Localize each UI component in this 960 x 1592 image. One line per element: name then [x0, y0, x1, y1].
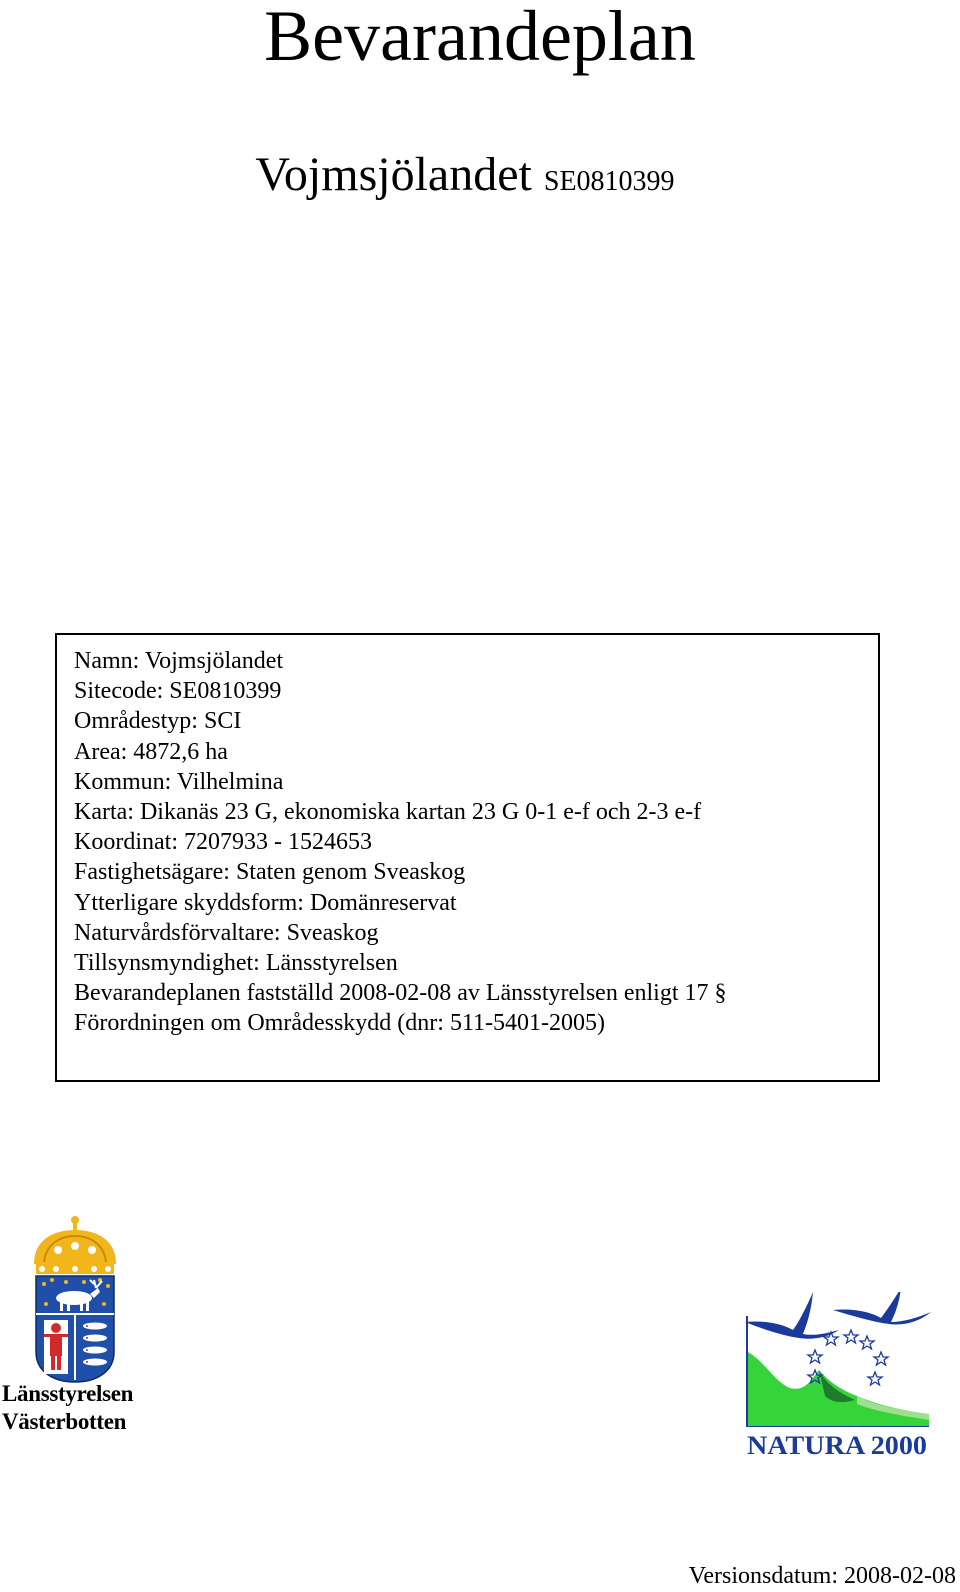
natura-2000-logo	[745, 1292, 945, 1462]
lansstyrelsen-name-line2: Västerbotten	[2, 1409, 127, 1434]
info-line-protection: Ytterligare skyddsform: Domänreservat	[74, 889, 457, 916]
geese-icon	[745, 1292, 931, 1339]
info-line-manager: Naturvårdsförvaltare: Sveaskog	[74, 919, 379, 946]
info-line-adopted: Bevarandeplanen fastställd 2008-02-08 av Länsstyrelsen enligt 17 §	[74, 980, 727, 1007]
stars-icon	[808, 1330, 888, 1385]
site-name: Vojmsjölandet	[255, 148, 532, 201]
info-line-map: Karta: Dikanäs 23 G, ekonomiska kartan 23 G 0-1 e-f och 2-3 e-f	[74, 799, 702, 826]
info-line-authority: Tillsynsmyndighet: Länsstyrelsen	[74, 950, 398, 977]
info-line-owner: Fastighetsägare: Staten genom Sveaskog	[74, 859, 466, 886]
version-date: Versionsdatum: 2008-02-08	[688, 1563, 956, 1589]
info-line-regulation: Förordningen om Områdesskydd (dnr: 511-5401-2005)	[74, 1010, 606, 1037]
site-code: SE0810399	[543, 166, 675, 197]
lansstyrelsen-logo	[0, 1214, 160, 1464]
document-subtitle	[0, 146, 930, 211]
lansstyrelsen-name-line1: Länsstyrelsen	[2, 1381, 134, 1406]
coat-of-arms-icon	[0, 1214, 160, 1390]
info-line-sitecode: Sitecode: SE0810399	[74, 678, 282, 705]
info-line-area-type: Områdestyp: SCI	[74, 708, 242, 735]
document-title: Bevarandeplan	[264, 0, 696, 76]
natura-2000-icon	[745, 1292, 945, 1462]
wild-man-icon	[44, 1320, 68, 1374]
info-line-coordinate: Koordinat: 7207933 - 1524653	[74, 829, 372, 856]
site-info-box	[55, 633, 880, 1082]
info-line-name: Namn: Vojmsjölandet	[74, 648, 284, 674]
info-line-area: Area: 4872,6 ha	[74, 738, 228, 765]
crown-icon	[34, 1216, 116, 1274]
info-line-municipality: Kommun: Vilhelmina	[74, 768, 284, 795]
natura-2000-wordmark: NATURA 2000	[747, 1431, 927, 1460]
